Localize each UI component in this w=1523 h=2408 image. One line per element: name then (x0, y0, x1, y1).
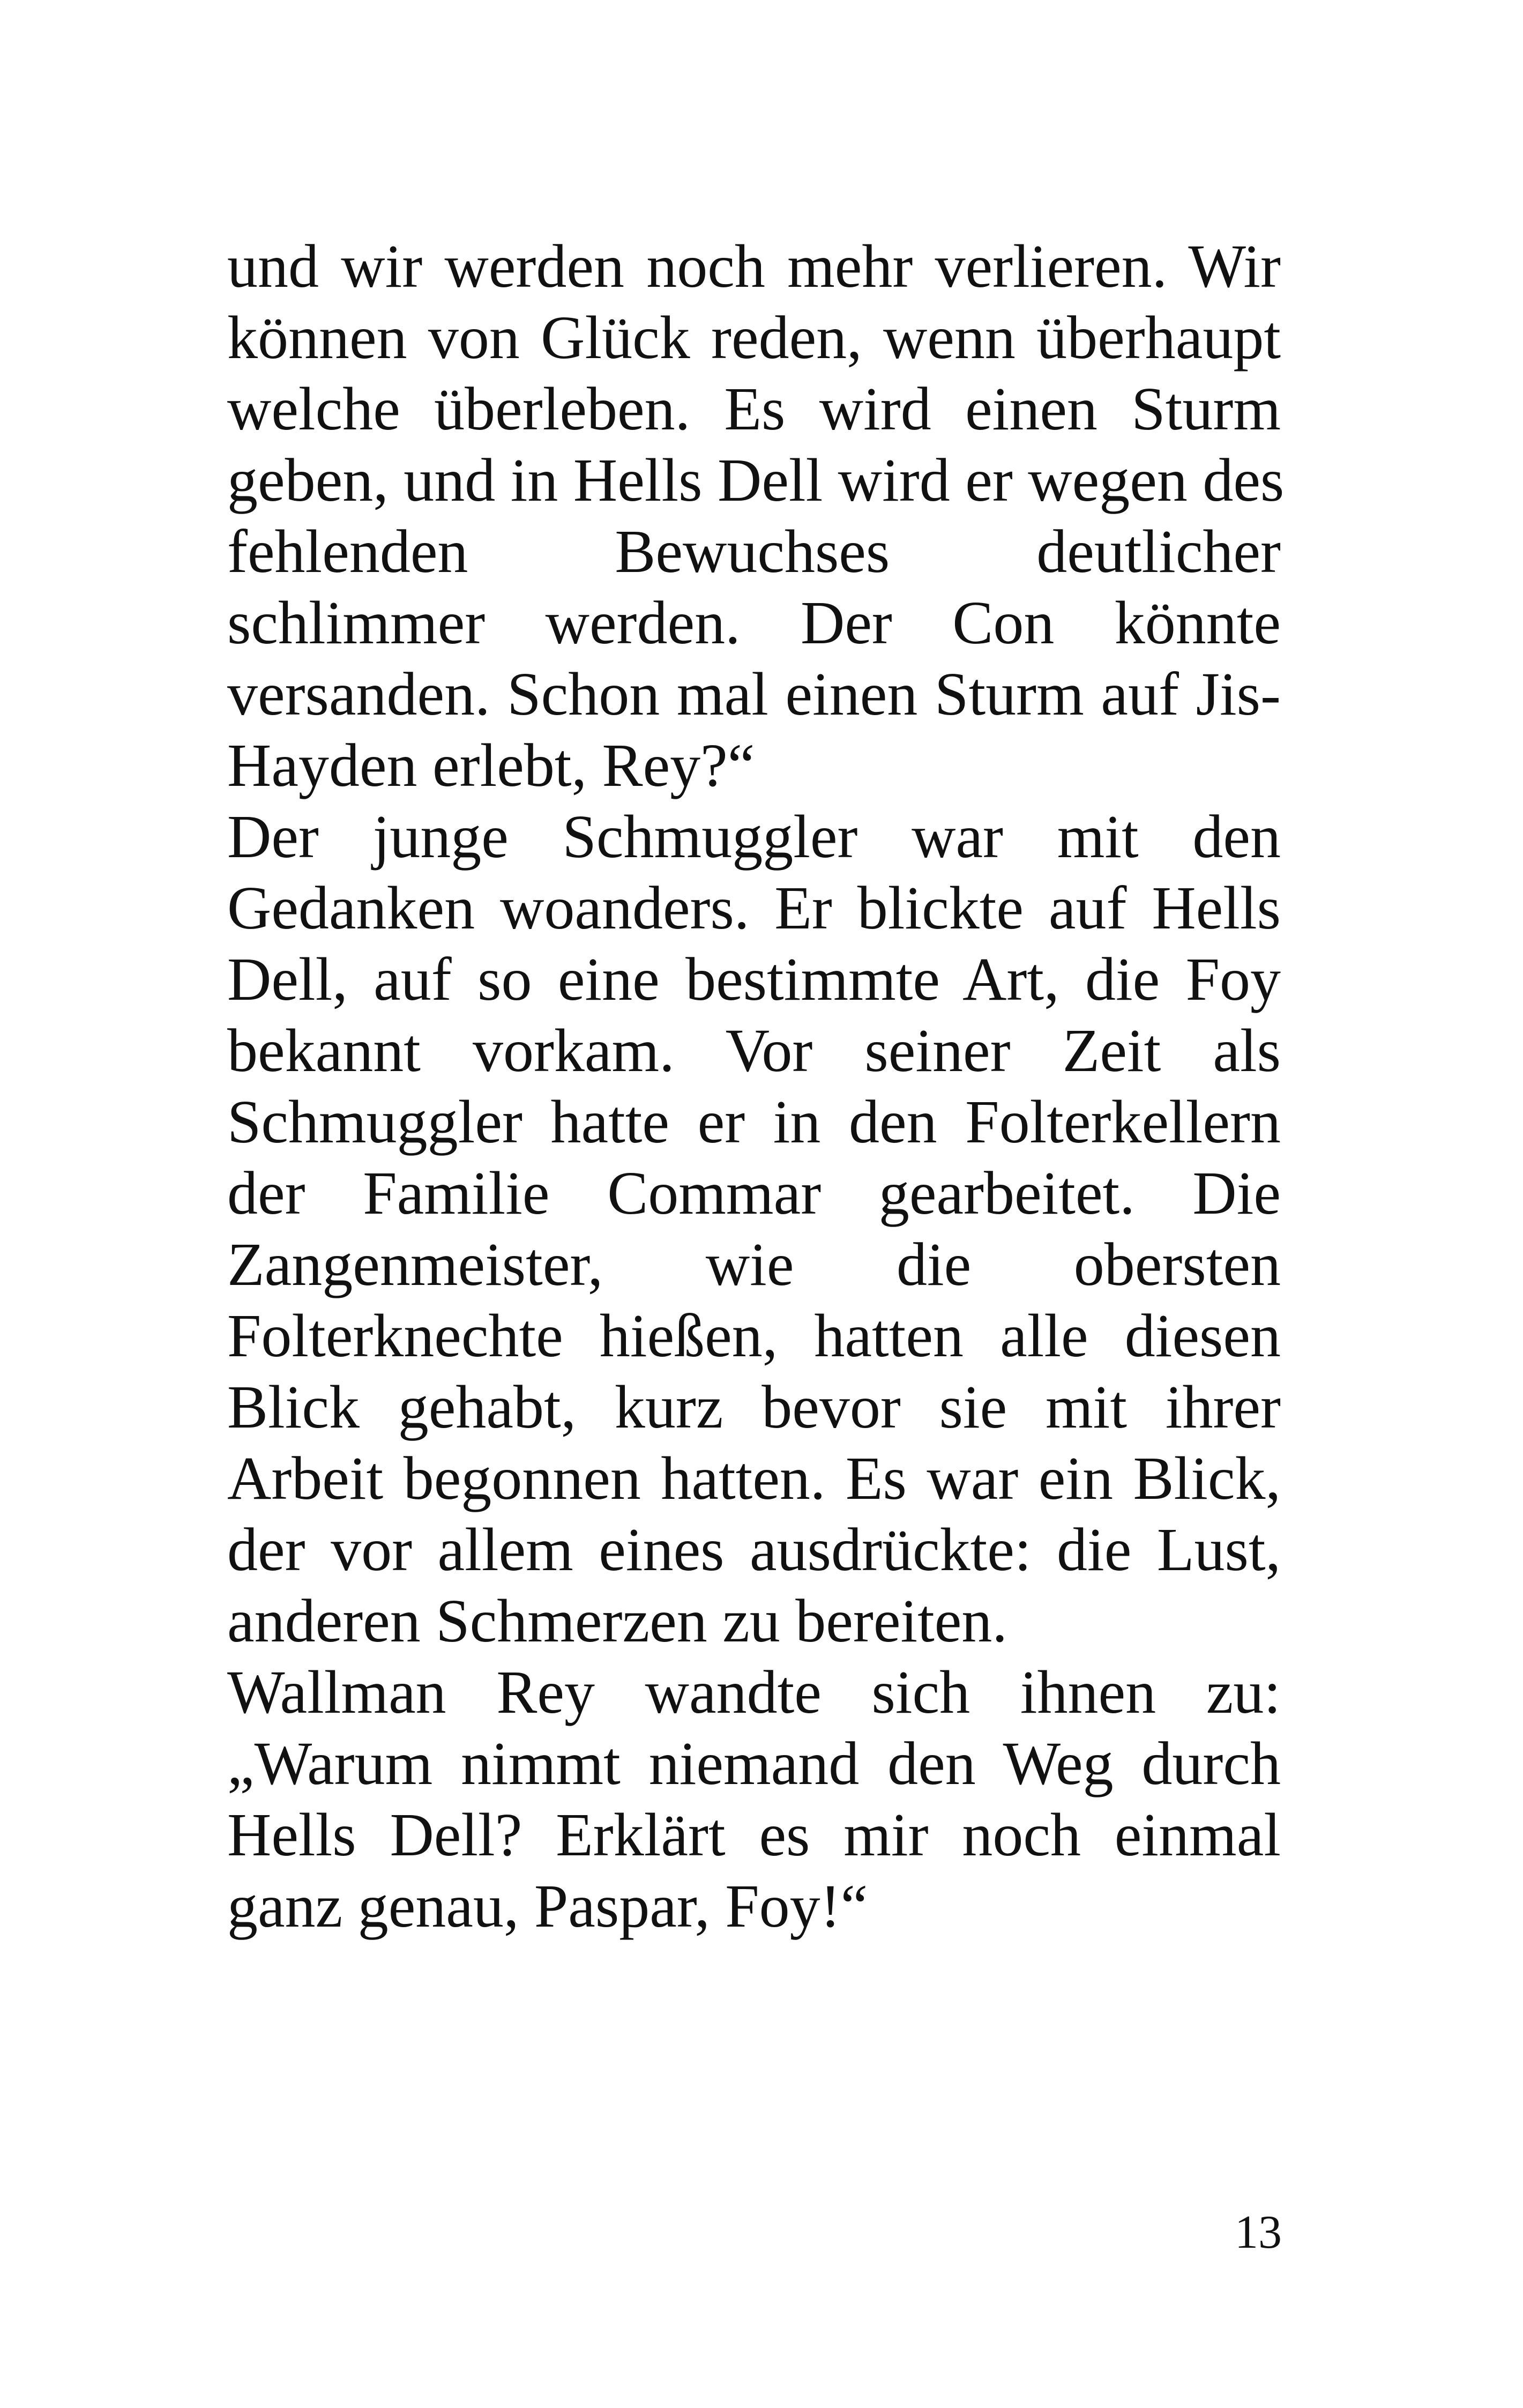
text-line: geben, und in Hells Dell wird er wegen des (227, 446, 1285, 514)
text-line: und wir werden noch mehr verlieren. Wir (227, 232, 1281, 300)
text-line: Der junge Schmuggler war mit den (227, 802, 1281, 871)
text-line: können von Glück reden, wenn überhaupt (227, 303, 1281, 371)
text-line: schlimmer werden. Der Con könnte (227, 589, 1281, 657)
text-line: Blick gehabt, kurz bevor sie mit ihrer (227, 1373, 1281, 1441)
text-line: Gedanken woanders. Er blickte auf Hells (227, 874, 1281, 942)
text-line: „Warum nimmt niemand den Weg durch (227, 1729, 1281, 1797)
text-line: Dell, auf so eine bestimmte Art, die Foy (227, 945, 1281, 1013)
text-line: Hayden erlebt, Rey?“ (227, 731, 755, 799)
text-line: Zangenmeister, wie die obersten (227, 1230, 1281, 1298)
text-line: Schmuggler hatte er in den Folterkellern (227, 1088, 1281, 1156)
text-line: Arbeit begonnen hatten. Es war ein Blick, (227, 1444, 1281, 1512)
text-line: Hells Dell? Erklärt es mir noch einmal (227, 1801, 1281, 1869)
text-line: bekannt vorkam. Vor seiner Zeit als (227, 1016, 1281, 1084)
text-line: der Familie Commar gearbeitet. Die (227, 1159, 1281, 1227)
text-line: ganz genau, Paspar, Foy!“ (227, 1872, 868, 1940)
text-line: Wallman Rey wandte sich ihnen zu: (227, 1658, 1281, 1726)
text-line: welche überleben. Es wird einen Sturm (227, 375, 1281, 443)
text-line: versanden. Schon mal einen Sturm auf Jis- (227, 660, 1281, 728)
text-line: fehlenden Bewuchses deutlicher (227, 517, 1281, 585)
text-line: der vor allem eines ausdrückte: die Lust, (227, 1515, 1281, 1584)
page-number: 13 (1235, 2206, 1282, 2258)
text-line: Folterknechte hießen, hatten alle diesen (227, 1302, 1281, 1370)
text-line: anderen Schmerzen zu bereiten. (227, 1587, 1007, 1655)
body-text (227, 231, 1285, 1942)
